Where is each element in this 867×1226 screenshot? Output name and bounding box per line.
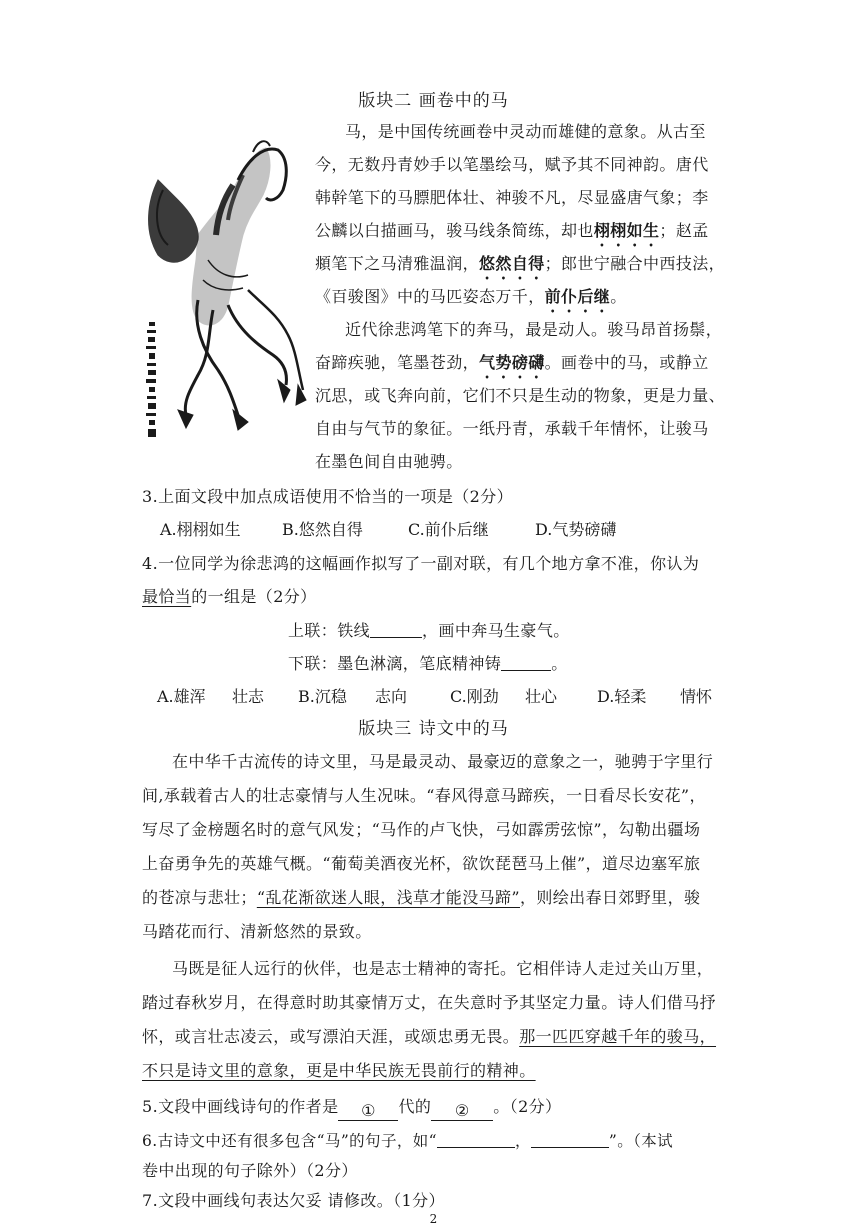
q4-option-c-word2: 壮心 — [525, 687, 558, 706]
q4-option-a: A.雄浑 — [157, 687, 206, 706]
calligraphy-inscription-image — [141, 320, 163, 440]
page-number: 2 — [429, 1212, 438, 1226]
section2-p1-line2: 今，无数丹青妙手以笔墨绘马，赋予其不同神韵。唐代 — [315, 155, 709, 174]
galloping-horse-painting — [138, 140, 308, 445]
section2-p2-line2: 奋蹄疾驰，笔墨苍劲，气势磅礴。画卷中的马，或静立 — [315, 353, 709, 372]
q5-blank-1[interactable]: ① — [338, 1100, 398, 1121]
section3-p2-line4 — [142, 1060, 536, 1082]
q4-stem-line1: 4.一位同学为徐悲鸿的这幅画作拟写了一副对联，有几个地方拿不准，你认为 — [142, 554, 700, 573]
section2-p1-line3: 韩幹笔下的马膘肥体壮、神骏不凡，尽显盛唐气象；李 — [315, 188, 709, 207]
underlined-poem-line: “乱花渐欲迷人眼，浅草才能没马蹄” — [256, 888, 520, 907]
section2-title: 版块二 画卷中的马 — [358, 91, 509, 111]
q6-blank-1[interactable] — [437, 1131, 515, 1148]
section3-p1-line6: 马踏花而行、清新悠然的景致。 — [142, 922, 372, 941]
q4-stem-line2: 最恰当的一组是（2分） — [142, 587, 317, 606]
section3-p1-line3: 写尽了金榜题名时的意气风发；“马作的卢飞快，弓如霹雳弦惊”，勾勒出疆场 — [142, 820, 701, 839]
q5-stem: 5.文段中画线诗句的作者是 ① 代的 ② 。（2分） — [142, 1097, 562, 1120]
section3-p1-line2: 间,承载着古人的壮志豪情与人生况味。“春风得意马蹄疾，一日看尽长安花”， — [142, 786, 706, 805]
section2-p2-line3: 沉思，或飞奔向前，它们不只是生动的物象，更是力量、 — [315, 386, 726, 405]
section3-p2-line2: 踏过春秋岁月，在得意时助其豪情万丈，在失意时予其坚定力量。诗人们借马抒 — [142, 993, 717, 1012]
section2-p2-line5: 在墨色间自由驰骋。 — [315, 452, 463, 471]
underlined-sentence-part1: 那一匹匹穿越千年的骏马， — [519, 1027, 717, 1046]
q4-option-d-word2: 情怀 — [680, 687, 713, 706]
idiom-xuxu-rusheng: 栩栩如生 — [593, 221, 660, 240]
section2-p1-line5: 頫笔下之马清雅温润，悠然自得；郎世宁融合中西技法， — [315, 254, 726, 273]
q4-lower-blank[interactable] — [501, 654, 551, 671]
q5-blank-2[interactable]: ② — [431, 1100, 493, 1121]
section2-p1-line6: 《百骏图》中的马匹姿态万千，前仆后继。 — [315, 287, 627, 306]
section3-p1-line4: 上奋勇争先的英雄气概。“葡萄美酒夜光杯，欲饮琵琶马上催”，道尽边塞军旅 — [142, 854, 701, 873]
q3-option-d: D.气势磅礴 — [535, 520, 617, 539]
section3-p1-line5: 的苍凉与悲壮；“乱花渐欲迷人眼，浅草才能没马蹄”，则绘出春日郊野里，骏 — [142, 888, 701, 907]
q6-stem-line1: 6.古诗文中还有很多包含“马”的句子，如“ ， ”。（本试 — [142, 1132, 674, 1150]
q3-option-b: B.悠然自得 — [282, 520, 363, 539]
q7-stem: 7.文段中画线句表达欠妥 请修改。（1分） — [142, 1191, 445, 1210]
q3-option-a: A.栩栩如生 — [160, 520, 241, 539]
underlined-sentence-part2: 不只是诗文里的意象，更是中华民族无畏前行的精神。 — [142, 1061, 536, 1080]
section3-p2-line3: 怀，或言壮志凌云，或写漂泊天涯，或颂忠勇无畏。那一匹匹穿越千年的骏马， — [142, 1027, 717, 1046]
section2-p1-line1: 马，是中国传统画卷中灵动而雄健的意象。从古至 — [345, 122, 706, 141]
idiom-qianpu-houji: 前仆后继 — [544, 287, 611, 306]
section2-p2-line1: 近代徐悲鸿笔下的奔马，最是动人。骏马昂首扬鬃， — [345, 320, 723, 339]
q4-lower-couplet: 下联：墨色淋漓，笔底精神铸 。 — [288, 654, 568, 673]
q6-blank-2[interactable] — [531, 1131, 609, 1148]
q6-stem-line2: 卷中出现的句子除外）（2分） — [142, 1161, 358, 1180]
q3-stem: 3.上面文段中加点成语使用不恰当的一项是（2分） — [142, 487, 514, 506]
section3-p1-line1: 在中华千古流传的诗文里，马是最灵动、最豪迈的意象之一，驰骋于字里行 — [172, 752, 714, 771]
section3-p2-line1: 马既是征人远行的伙伴，也是志士精神的寄托。它相伴诗人走过关山万里， — [172, 959, 714, 978]
q4-option-d: D.轻柔 — [597, 687, 647, 706]
q4-upper-couplet: 上联：铁线 ，画中奔马生豪气。 — [288, 621, 570, 640]
q3-option-c: C.前仆后继 — [408, 520, 489, 539]
q4-upper-blank[interactable] — [370, 621, 422, 638]
section2-p1-line4: 公麟以白描画马，骏马线条简练，却也栩栩如生；赵孟 — [315, 221, 709, 240]
q4-option-c: C.刚劲 — [450, 687, 499, 706]
q4-option-a-word2: 壮志 — [232, 687, 265, 706]
idiom-qishi-pangbo: 气势磅礴 — [479, 353, 545, 372]
section2-p2-line4: 自由与气节的象征。一纸丹青，承载千年情怀，让骏马 — [315, 419, 709, 438]
idiom-youran-zide: 悠然自得 — [479, 254, 545, 273]
q4-most-appropriate: 最恰当 — [142, 587, 192, 606]
q4-option-b: B.沉稳 — [298, 687, 347, 706]
q4-option-b-word2: 志向 — [375, 687, 408, 706]
section3-title: 版块三 诗文中的马 — [358, 719, 509, 739]
